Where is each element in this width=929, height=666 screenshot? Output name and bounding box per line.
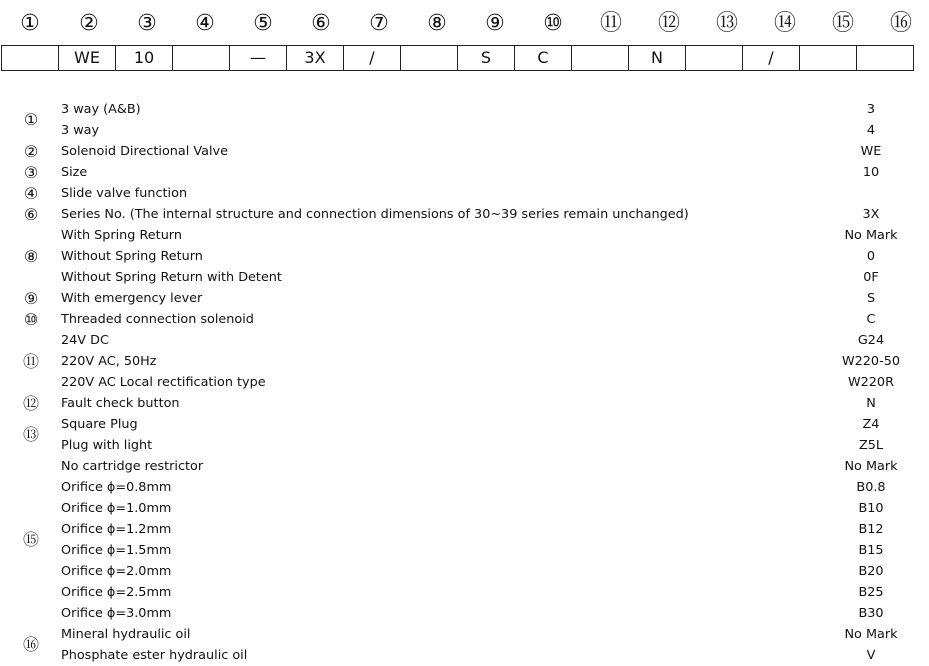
legend-description: 24V DC	[61, 333, 109, 348]
legend-code: Z5L	[858, 438, 884, 453]
legend-position-number: ⑫	[22, 393, 39, 413]
legend-position-number: ⑯	[22, 635, 39, 654]
legend-position-number: ⑪	[22, 351, 39, 371]
legend-description: Series No. (The internal structure and connection dimensions of 30~39 series remain unchanged)	[61, 207, 689, 222]
position-number: ④	[195, 11, 215, 36]
legend-code: B25	[858, 585, 884, 600]
position-number: ⑨	[485, 11, 505, 36]
code-cell	[401, 46, 458, 71]
order-code-table	[1, 45, 914, 71]
legend-description: Fault check button	[61, 396, 180, 411]
legend-description: With emergency lever	[61, 291, 203, 306]
code-cell: WE	[59, 46, 116, 71]
legend-description: Without Spring Return	[61, 249, 203, 264]
legend-description: With Spring Return	[61, 228, 182, 243]
position-number: ⑪	[599, 11, 622, 36]
code-cell: N	[629, 46, 686, 71]
legend-description: No cartridge restrictor	[61, 459, 204, 474]
legend-description: 220V AC, 50Hz	[61, 354, 157, 369]
legend-description: Orifice ϕ=1.0mm	[61, 501, 172, 516]
legend-code: No Mark	[844, 627, 898, 642]
legend-description: Orifice ϕ=1.2mm	[61, 522, 172, 537]
legend-code: W220R	[848, 375, 894, 390]
legend-description: Orifice ϕ=2.5mm	[61, 585, 172, 600]
legend-position-number: ④	[23, 183, 39, 203]
legend-code: C	[866, 312, 876, 327]
position-number: ②	[79, 11, 99, 36]
legend-code: 10	[862, 165, 880, 180]
code-cell: /	[344, 46, 401, 71]
order-code-row	[2, 46, 914, 71]
position-number: ⑦	[369, 11, 389, 36]
legend-description: Plug with light	[61, 438, 153, 453]
code-cell: S	[458, 46, 515, 71]
code-cell: /	[743, 46, 800, 71]
legend-description: Orifice ϕ=1.5mm	[61, 543, 172, 558]
code-cell	[572, 46, 629, 71]
legend-code: No Mark	[844, 459, 898, 474]
legend-code: S	[866, 291, 876, 306]
position-number-row	[0, 11, 929, 37]
position-number: ⑮	[831, 11, 854, 36]
position-number: ⑤	[253, 11, 273, 36]
position-number: ①	[20, 11, 40, 36]
code-cell	[800, 46, 857, 71]
legend-code: B12	[858, 522, 884, 537]
legend-description: Without Spring Return with Detent	[61, 270, 282, 285]
legend-code: 4	[866, 123, 876, 138]
code-cell	[686, 46, 743, 71]
legend-description: Orifice ϕ=0.8mm	[61, 480, 172, 495]
legend-code: B15	[858, 543, 884, 558]
legend-code: B30	[858, 606, 884, 621]
legend-description: Size	[61, 165, 88, 180]
legend-code: 3X	[862, 207, 880, 222]
legend-code: V	[866, 648, 876, 663]
legend-description: Phosphate ester hydraulic oil	[61, 648, 248, 663]
legend-position-number: ⑬	[22, 425, 39, 444]
legend-code: N	[866, 396, 876, 411]
legend-code: G24	[857, 333, 885, 348]
position-number: ⑥	[311, 11, 331, 36]
legend-position-number: ⑥	[23, 204, 39, 224]
legend-code: No Mark	[844, 228, 898, 243]
legend-position-number: ③	[23, 162, 39, 182]
position-number: ⑬	[715, 11, 738, 36]
position-number: ⑩	[543, 11, 563, 36]
legend-position-number: ⑨	[23, 288, 39, 308]
code-cell	[2, 46, 59, 71]
code-cell: 3X	[287, 46, 344, 71]
legend-description: Mineral hydraulic oil	[61, 627, 191, 642]
position-number: ⑫	[657, 11, 680, 36]
legend-description: Threaded connection solenoid	[61, 312, 254, 327]
legend-description: Solenoid Directional Valve	[61, 144, 228, 159]
legend-code: 3	[866, 102, 876, 117]
legend-description: 3 way (A&B)	[61, 102, 141, 117]
legend-description: Slide valve function	[61, 186, 188, 201]
legend-code: 0	[866, 249, 876, 264]
legend-position-number: ⑩	[23, 309, 39, 329]
legend-position-number: ⑧	[23, 246, 39, 266]
legend-code: 0F	[863, 270, 879, 285]
legend-position-number: ⑮	[22, 530, 39, 549]
code-cell: —	[230, 46, 287, 71]
legend-description: Orifice ϕ=3.0mm	[61, 606, 172, 621]
code-cell: C	[515, 46, 572, 71]
legend-description: Orifice ϕ=2.0mm	[61, 564, 172, 579]
legend-description: Square Plug	[61, 417, 138, 432]
position-number: ⑧	[427, 11, 447, 36]
legend-code: W220-50	[842, 354, 900, 369]
position-number: ⑭	[773, 11, 796, 36]
code-cell	[857, 46, 914, 71]
legend-code: WE	[860, 144, 882, 159]
legend-description: 3 way	[61, 123, 100, 138]
legend-position-number: ①	[23, 110, 39, 129]
legend-code: B20	[858, 564, 884, 579]
legend-code: B0.8	[856, 480, 886, 495]
legend-description: 220V AC Local rectification type	[61, 375, 266, 390]
code-cell	[173, 46, 230, 71]
position-number: ⑯	[889, 11, 912, 36]
legend-position-number: ②	[23, 141, 39, 161]
legend-code: Z4	[862, 417, 880, 432]
code-cell: 10	[116, 46, 173, 71]
position-number: ③	[137, 11, 157, 36]
legend-code: B10	[858, 501, 884, 516]
